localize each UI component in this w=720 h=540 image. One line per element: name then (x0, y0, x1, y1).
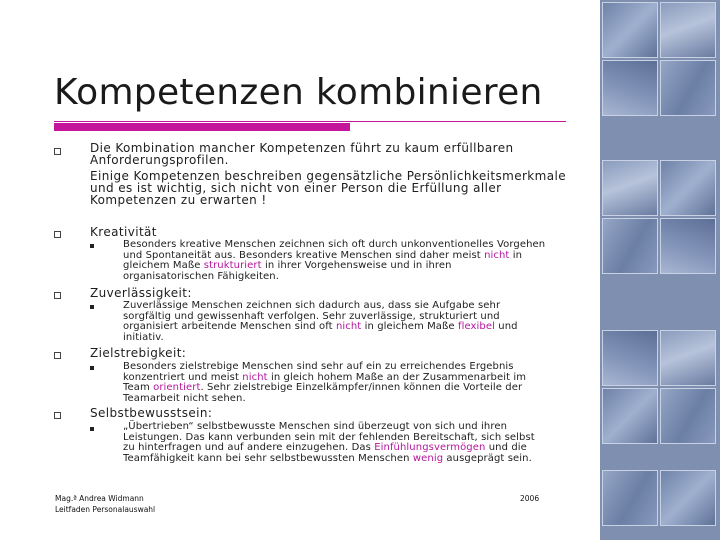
photo-tile (602, 218, 658, 274)
body-line: „Übertrieben“ selbstbewusste Menschen sind überzeugt von sich und ihren (123, 421, 508, 432)
highlight-text: flexibel (457, 321, 496, 332)
footer-author-name: Mag.ª Andrea Widmann (55, 494, 144, 503)
photo-tile (602, 470, 658, 526)
title-rule-accent (54, 123, 350, 131)
section-heading-kreativitaet: Kreativität (90, 225, 157, 239)
body-line: Leistungen. Das kann verbunden sein mit der fehlenden Bereitschaft, sich selbst (123, 431, 535, 443)
bullet-icon (54, 148, 61, 155)
body-line: Zuverlässige Menschen zeichnen sich dadurch aus, dass sie Aufgabe sehr (123, 300, 501, 311)
page-title: Kompetenzen kombinieren (54, 72, 543, 113)
sub-bullet-icon (90, 366, 94, 370)
body-line: zu hinterfragen und auf andere einzugehen. Das Einfühlungsvermögen und die (123, 442, 527, 453)
footer-subtitle: Leitfaden Personalauswahl (55, 504, 156, 514)
photo-tile (660, 218, 716, 274)
photo-tile (602, 2, 658, 58)
body-line: organisiert arbeitende Menschen sind oft nicht in gleichem Maße flexibel und (123, 321, 518, 332)
body-line: gleichem Maße strukturiert in ihrer Vorgehensweise und in ihren (123, 260, 452, 271)
photo-tile (602, 160, 658, 216)
intro-line: Kompetenzen zu erwarten ! (90, 193, 267, 207)
photo-tile (660, 470, 716, 526)
body-line: und Spontaneität aus. Besonders kreative Menschen sind daher meist nicht in (123, 249, 523, 261)
intro-line: Die Kombination mancher Kompetenzen führt zu kaum erfüllbaren (90, 141, 514, 155)
body-line: Team orientiert. Sehr zielstrebige Einzelkämpfer/innen können die Vorteile der (123, 382, 523, 393)
body-line: initiativ. (123, 331, 164, 343)
photo-tile (660, 60, 716, 116)
photo-tile (602, 330, 658, 386)
sub-bullet-icon (90, 305, 94, 309)
sub-bullet-icon (90, 427, 94, 431)
photo-tile (660, 330, 716, 386)
highlight-text: strukturiert (203, 260, 262, 271)
highlight-text: orientiert (153, 382, 201, 393)
title-rule-thin (54, 121, 566, 122)
photo-tile (602, 388, 658, 444)
intro-line: Einige Kompetenzen beschreiben gegensätzliche Persönlichkeitsmerkmale (90, 169, 567, 183)
section-heading-zuverlaessigkeit: Zuverlässigkeit: (90, 286, 192, 300)
body-line: sorgfältig und gewissenhaft verfolgen. Sehr zuverlässige, strukturiert und (123, 310, 500, 322)
body-line: Besonders zielstrebige Menschen sind sehr auf ein zu erreichendes Ergebnis (123, 361, 514, 372)
sub-bullet-icon (90, 244, 94, 248)
section-heading-zielstrebigkeit: Zielstrebigkeit: (90, 346, 187, 360)
body-line: Teamfähigkeit kann bei sehr selbstbewussten Menschen wenig ausgeprägt sein. (123, 452, 532, 464)
highlight-text: wenig (412, 452, 444, 464)
body-line: Besonders kreative Menschen zeichnen sich oft durch unkonventionelles Vorgehen (123, 239, 546, 250)
photo-strip (600, 0, 720, 540)
body-line: organisatorischen Fähigkeiten. (123, 270, 280, 282)
highlight-text: nicht (242, 371, 268, 383)
intro-line: Anforderungsprofilen. (90, 153, 229, 167)
photo-tile (660, 160, 716, 216)
footer-author (55, 494, 155, 515)
body-line: Teamarbeit nicht sehen. (123, 392, 246, 404)
photo-tile (660, 388, 716, 444)
photo-tile (660, 2, 716, 58)
photo-tile (602, 60, 658, 116)
body-line: konzentriert und meist nicht in gleich hohem Maße an der Zusammenarbeit im (123, 371, 527, 383)
bullet-icon (54, 231, 61, 238)
highlight-text: nicht (335, 321, 362, 332)
highlight-text: nicht (484, 249, 510, 261)
footer-year: 2006 (520, 494, 540, 503)
bullet-icon (54, 412, 61, 419)
section-heading-selbstbewusstsein: Selbstbewusstsein: (90, 406, 213, 420)
bullet-icon (54, 352, 61, 359)
highlight-text: Einfühlungsvermögen (374, 442, 486, 453)
bullet-icon (54, 292, 61, 299)
intro-line: und es ist wichtig, sich nicht von einer Person die Erfüllung aller (90, 181, 502, 195)
